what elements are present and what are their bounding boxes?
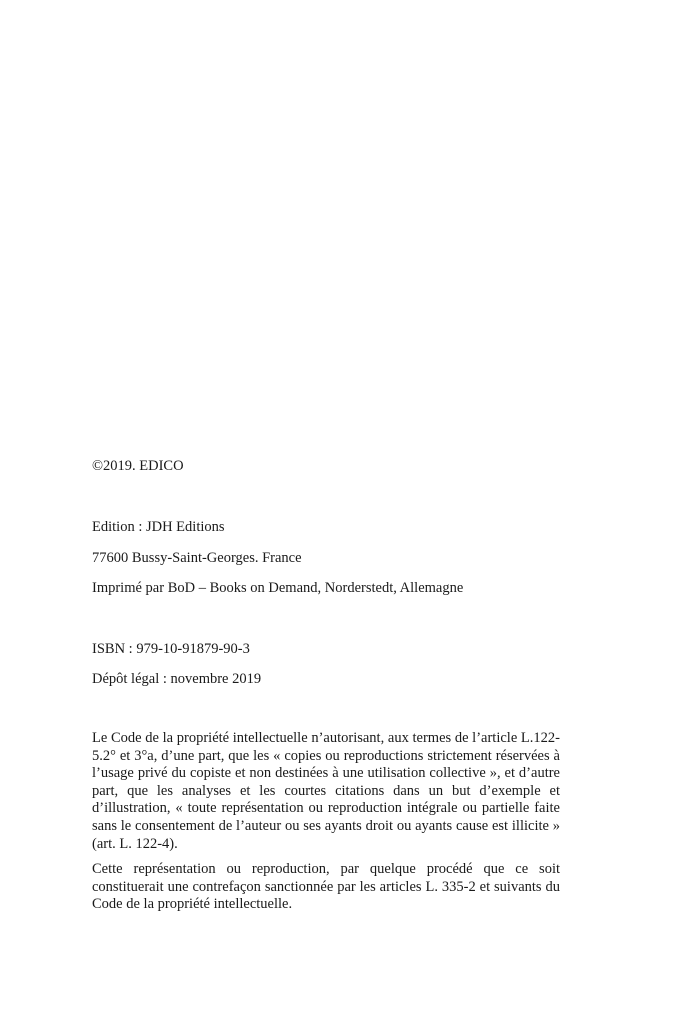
address-line: 77600 Bussy-Saint-Georges. France: [92, 550, 302, 566]
legal-notice-paragraph-1: Le Code de la propriété intellectuelle n’autorisant, aux termes de l’article L.122-5.2° et 3°a, d’une part, que les « copies ou reproductions strictement réservées à l’usage privé du copiste et non destinées à une utilisation collective », et d’autre part, que les analyses et les courtes citations dans un but d’exemple et d’illustration, « toute représentation ou reproduction intégrale ou partielle faite sans le consentement de l’auteur ou ses ayants droit ou ayants cause est illicite » (art. L. 122-4).: [92, 730, 560, 852]
edition-line: Edition : JDH Editions: [92, 519, 225, 535]
legal-deposit-line: Dépôt légal : novembre 2019: [92, 671, 262, 687]
isbn-line: ISBN : 979-10-91879-90-3: [92, 641, 250, 657]
legal-notice-paragraph-2: Cette représentation ou reproduction, par quelque procédé que ce soit constituerait une contrefaçon sanctionnée par les articles L. 335-2 et suivants du Code de la propriété intellectuelle.: [92, 861, 560, 913]
printer-line: Imprimé par BoD – Books on Demand, Norderstedt, Allemagne: [92, 580, 464, 596]
copyright-line: ©2019. EDICO: [92, 458, 184, 474]
